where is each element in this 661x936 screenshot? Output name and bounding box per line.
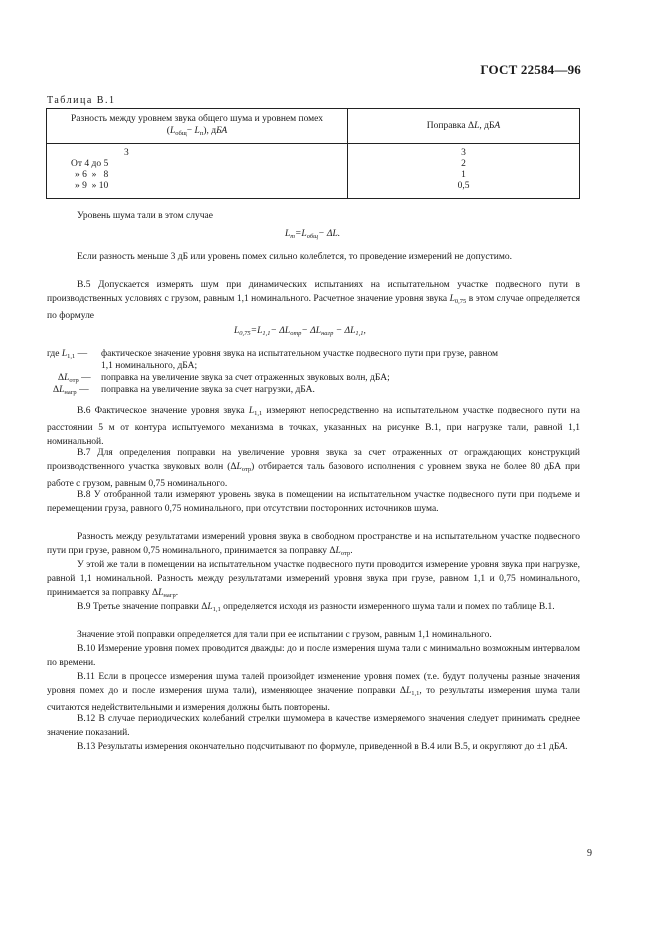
table-cell-range: 3	[124, 148, 129, 158]
formula-l075: $L_{0,75}=L_{1,1}- \Delta L_{отр}- \Delta L_{нагр} - \Delta L_{1,1}$,	[234, 326, 366, 337]
table-header-correction: Поправка ΔL, дБА	[348, 109, 580, 144]
def-term: $\Delta L_{отр}$ —	[58, 373, 91, 384]
table-cell-correction: 3	[461, 148, 466, 158]
paragraph-b11: В.11 Если в процессе измерения шума талей произойдет изменение уровня помех (т.е. будут получены разные значения уровня помех до и после измерения шума тали), изменяющее значение поправки $\Delta L_{1,1}$, то результаты измерения шума тали считаются недействительными и измерения должны быть повторены.	[47, 672, 580, 713]
def-desc: фактическое значение уровня звука на испытательном участке подвесного пути при грузе, равном	[101, 349, 499, 359]
page-number: 9	[587, 848, 592, 859]
paragraph-b7: В.7 Для определения поправки на увеличение уровня звука за счет отраженных от ограждающих конструкций производственного участка звуковых волн $(\Delta L_{отр})$ отбирается таль базового исполнения с уровнем звука не более 80 дБА при работе с грузом, равным 0,75 номинального.	[47, 448, 580, 489]
def-term: где $L_{1,1}$ —	[47, 349, 88, 360]
paragraph: Значение этой поправки определяется для тали при ее испытании с грузом, равным 1,1 номинального.	[77, 630, 492, 640]
paragraph-b6: В.6 Фактическое значение уровня звука $L_{1,1}$ измеряют непосредственно на испытательном участке подвесного пути на расстоянии 5 м от контура испытуемого механизма в точках, указанных на рисунке В.1, при нагрузке тали, равной 1,1 номинальной.	[47, 406, 580, 447]
table-cell-correction: 1	[461, 170, 466, 180]
paragraph-b10: В.10 Измерение уровня помех проводится дважды: до и после измерения шума тали с минимально возможным интервалом по времени.	[47, 644, 580, 668]
table-cell-range: » 9 » 10	[75, 181, 109, 191]
definition-list	[47, 348, 580, 398]
formula-lt: $L_т=L_{общ}- \Delta L$.	[285, 229, 341, 240]
paragraph-b13: В.13 Результаты измерения окончательно подсчитывают по формуле, приведенной в В.4 или В.5, и округляют до ±1 дБА.	[77, 742, 568, 752]
table-caption: Таблица В.1	[47, 95, 116, 106]
table-body-row	[47, 144, 580, 199]
table-cell-range: » 6 » 8	[75, 170, 109, 180]
paragraph: Если разность меньше 3 дБ или уровень помех сильно колеблется, то проведение измерений не допустимо.	[77, 252, 513, 262]
table-col-difference	[47, 144, 348, 199]
paragraph-b8: В.8 У отобранной тали измеряют уровень звука в помещении на испытательном участке подвесного пути при подъеме и перемещении груза, равного 0,75 номинального, при отсутствии посторонних источников шума.	[47, 490, 580, 514]
table-col-correction	[348, 144, 580, 199]
paragraph: У этой же тали в помещении на испытательном участке подвесного пути проводится измерение уровня звука при нагрузке, равной 1,1 номинальной. Разность между результатами измерений уровня звука при грузе, равном 1,1 и 0,75 номинального, принимается за поправку $\Delta L_{нагр}$.	[47, 560, 580, 599]
table-cell-range: От 4 до 5	[71, 159, 109, 169]
def-desc: 1,1 номинального, дБА;	[101, 361, 198, 371]
table-header-difference: Разность между уровнем звука общего шума и уровнем помех $(L_{общ}- L_п)$, дБА	[47, 109, 348, 144]
table-cell-correction: 2	[461, 159, 466, 169]
table-cell-correction: 0,5	[457, 181, 470, 191]
table-b1	[46, 108, 580, 199]
def-desc: поправка на увеличение звука за счет отраженных звуковых волн, дБА;	[101, 373, 390, 383]
paragraph-b12: В.12 В случае периодических колебаний стрелки шумомера в качестве измеряемого значения следует принимать среднее значение показаний.	[47, 714, 580, 738]
document-header: ГОСТ 22584—96	[480, 62, 581, 77]
paragraph-b9: В.9 Третье значение поправки $\Delta L_{1,1}$ определяется исходя из разности измеренного шума тали и помех по таблице В.1.	[77, 602, 555, 613]
paragraph-b5: В.5 Допускается измерять шум при динамических испытаниях на испытательном участке подвесного пути в производственных условиях с грузом, равным 1,1 номинального. Расчетное значение уровня звука $L_{0,75}$ в этом случае определяется по формуле	[47, 280, 580, 321]
table-header-row	[47, 109, 580, 144]
paragraph: Уровень шума тали в этом случае	[77, 211, 213, 221]
paragraph: Разность между результатами измерений уровня звука в свободном пространстве и на испытательном участке подвесного пути при грузе, равном 0,75 номинального, принимается за поправку $\Delta L_{отр}$.	[47, 532, 580, 557]
def-term: $\Delta L_{нагр}$ —	[53, 385, 89, 396]
def-desc: поправка на увеличение звука за счет нагрузки, дБА.	[101, 385, 315, 395]
